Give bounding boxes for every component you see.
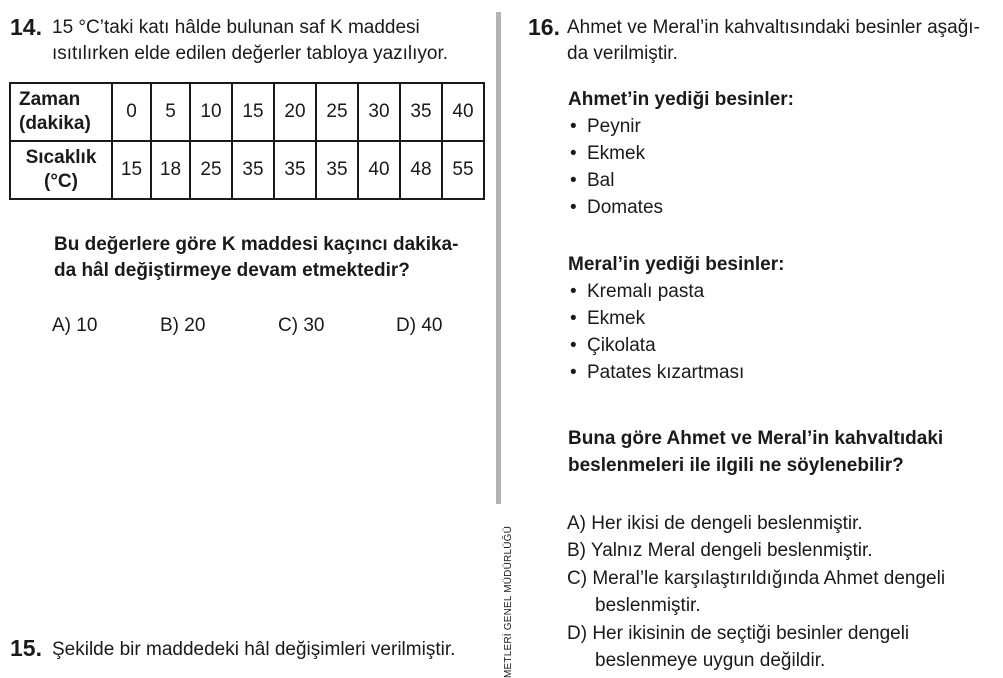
list-item [570, 335, 656, 357]
list-item [570, 308, 645, 330]
bullet-icon: • [570, 308, 577, 329]
list-item-label: Ekmek [587, 308, 646, 329]
list-item-label: Peynir [587, 116, 641, 137]
question-16-number: 16. [528, 14, 560, 40]
bullet-icon: • [570, 362, 577, 383]
meral-foods-heading: Meral’in yediği besinler: [568, 254, 785, 275]
table-cell: 40 [358, 141, 400, 199]
list-item-label: Domates [587, 197, 664, 218]
question-16-option-b[interactable]: B) Yalnız Meral dengeli beslenmiştir. [567, 540, 873, 561]
question-16-option-c[interactable]: C) Meral’le karşılaştırıldığında Ahmet dengeli [567, 568, 946, 589]
table-cell: 40 [442, 83, 484, 141]
question-14-number: 14. [10, 14, 42, 40]
question-16-option-d-continued: beslenmeye uygun değildir. [595, 650, 826, 671]
list-item-label: Patates kızartması [587, 362, 745, 383]
table-header-time [10, 83, 112, 141]
table-row-temperature [10, 141, 484, 199]
list-item [570, 116, 641, 138]
question-16-prompt-line1: Buna göre Ahmet ve Meral’in kahvaltıdaki [568, 428, 944, 449]
question-16-text-line1: Ahmet ve Meral’in kahvaltısındaki besinler aşağı- [567, 17, 980, 38]
table-cell: 35 [400, 83, 442, 141]
list-item-label: Bal [587, 170, 615, 191]
question-15-text: Şekilde bir maddedeki hâl değişimleri verilmiştir. [52, 639, 456, 660]
question-16-prompt-line2: beslenmeleri ile ilgili ne söylenebilir? [568, 455, 904, 476]
bullet-icon: • [570, 170, 577, 191]
table-cell: 55 [442, 141, 484, 199]
table-header-temperature [10, 141, 112, 199]
list-item-label: Çikolata [587, 335, 656, 356]
question-14-option-b[interactable]: B) 20 [160, 315, 206, 336]
question-16-option-d[interactable]: D) Her ikisinin de seçtiği besinler dengeli [567, 623, 910, 644]
bullet-icon: • [570, 143, 577, 164]
table-cell: 25 [316, 83, 358, 141]
list-item [570, 362, 744, 384]
question-14-option-a[interactable]: A) 10 [52, 315, 98, 336]
bullet-icon: • [570, 335, 577, 356]
question-16-option-a[interactable]: A) Her ikisi de dengeli beslenmiştir. [567, 513, 863, 534]
header-temperature-label: Sıcaklık [25, 147, 97, 168]
question-14-option-d[interactable]: D) 40 [396, 315, 443, 336]
table-cell: 0 [112, 83, 151, 141]
question-14-text-line2: ısıtılırken elde edilen değerler tabloya yazılıyor. [52, 43, 449, 64]
header-temperature-unit: (°C) [44, 171, 78, 192]
list-item [570, 197, 663, 219]
table-cell: 35 [232, 141, 274, 199]
table-cell: 5 [151, 83, 190, 141]
question-16-text-line2: da verilmiştir. [567, 43, 678, 64]
time-temperature-table [9, 82, 485, 200]
question-14-prompt-line2: da hâl değiştirmeye devam etmektedir? [54, 260, 410, 281]
column-divider [496, 12, 501, 504]
table-cell: 15 [232, 83, 274, 141]
header-time-unit: (dakika) [19, 113, 91, 134]
table-row-time [10, 83, 484, 141]
list-item [570, 170, 614, 192]
table-cell: 20 [274, 83, 316, 141]
table-cell: 25 [190, 141, 232, 199]
table-cell: 18 [151, 141, 190, 199]
question-14-text-line1: 15 °C’taki katı hâlde bulunan saf K maddesi [52, 17, 420, 38]
question-15-number: 15. [10, 635, 42, 661]
question-16-option-c-continued: beslenmiştir. [595, 595, 701, 616]
question-14-prompt-line1: Bu değerlere göre K maddesi kaçıncı dakika- [54, 234, 459, 255]
list-item [570, 281, 704, 303]
ahmet-foods-heading: Ahmet’in yediği besinler: [568, 89, 794, 110]
list-item [570, 143, 645, 165]
bullet-icon: • [570, 281, 577, 302]
bullet-icon: • [570, 197, 577, 218]
list-item-label: Kremalı pasta [587, 281, 705, 302]
table-cell: 30 [358, 83, 400, 141]
list-item-label: Ekmek [587, 143, 646, 164]
table-cell: 10 [190, 83, 232, 141]
header-time-label: Zaman [19, 89, 81, 110]
vertical-publisher-caption: METLERİ GENEL MÜDÜRLÜĞÜ [503, 525, 514, 678]
table-cell: 15 [112, 141, 151, 199]
table-cell: 35 [316, 141, 358, 199]
question-14-option-c[interactable]: C) 30 [278, 315, 325, 336]
table-cell: 35 [274, 141, 316, 199]
bullet-icon: • [570, 116, 577, 137]
table-cell: 48 [400, 141, 442, 199]
